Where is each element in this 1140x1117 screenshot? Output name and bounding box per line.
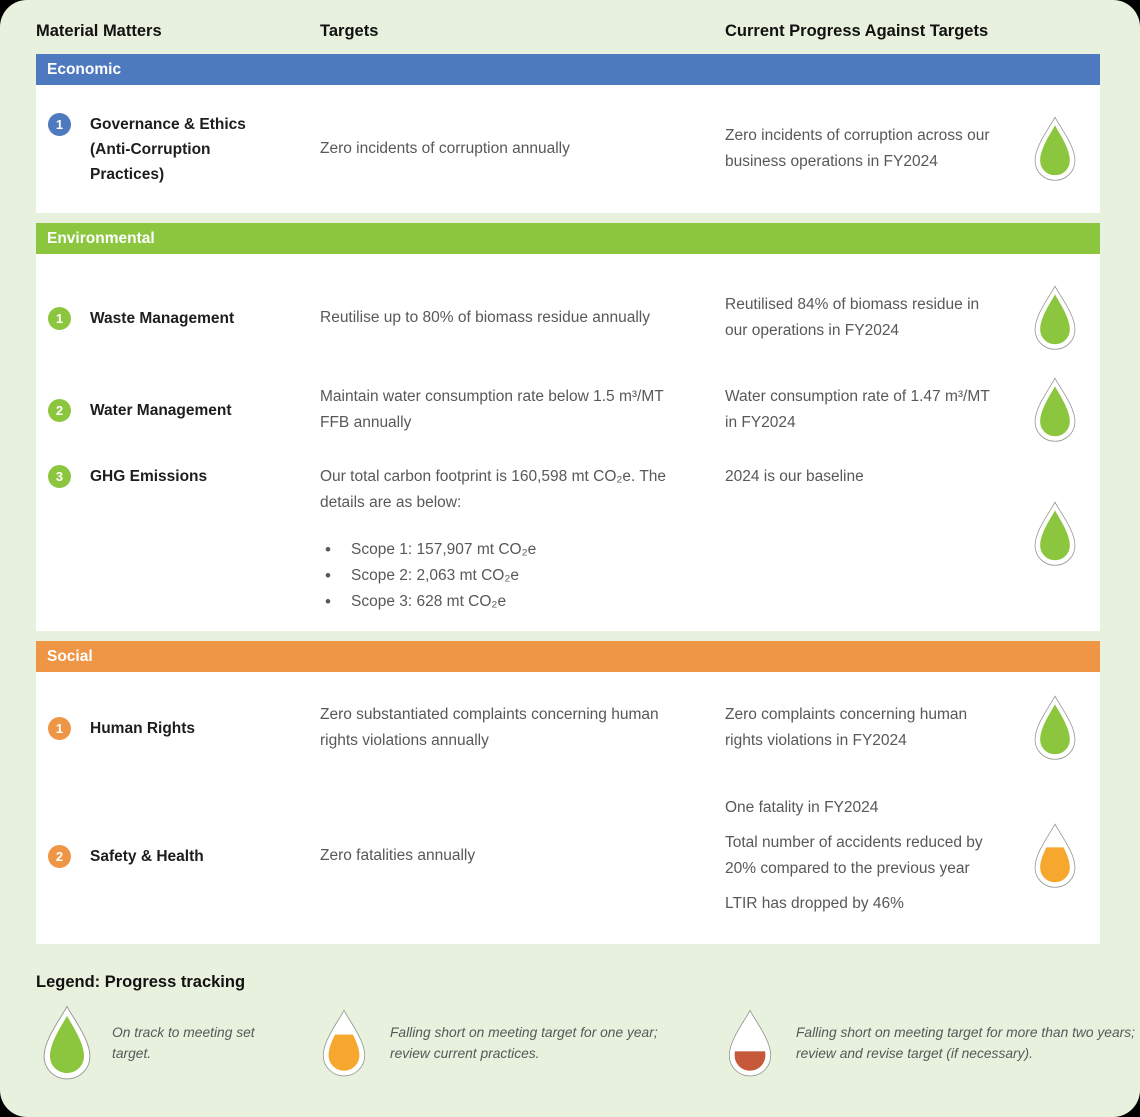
status-cell [1010, 376, 1100, 444]
progress-cell [725, 123, 1010, 175]
material-matter-title: Governance & Ethics (Anti-Corruption Practices) [90, 115, 246, 183]
material-matter-title: Safety & Health [90, 847, 204, 865]
progress-table [36, 54, 1100, 944]
progress-cell [725, 795, 1010, 917]
section-environmental-body [36, 254, 1100, 631]
progress-text: 2024 is our baseline [725, 468, 864, 485]
row-number-badge: 1 [48, 113, 71, 136]
list-item: • Scope 2: 2,063 mt CO₂e [320, 563, 697, 589]
list-item: • Scope 3: 628 mt CO₂e [320, 589, 697, 615]
material-matter-title: Waste Management [90, 309, 235, 327]
legend-title: Legend: Progress tracking [36, 973, 246, 991]
target-cell: Zero fatalities annually [320, 847, 476, 864]
droplet-red-partial-icon [722, 1008, 778, 1079]
row-number-badge: 2 [48, 845, 71, 868]
status-cell [1010, 284, 1100, 352]
progress-text: Total number of accidents reduced by 20% compared to the previous year [725, 834, 983, 877]
legend-item-text: Falling short on meeting target for more than two years; review and revise target (if necessary). [796, 1025, 1135, 1061]
row-number-badge: 2 [48, 399, 71, 422]
table-row [36, 454, 1100, 631]
legend [36, 970, 1135, 1082]
material-matter-title: Human Rights [90, 719, 196, 737]
row-number-badge: 1 [48, 717, 71, 740]
progress-cell [725, 464, 1010, 490]
legend-item-text: Falling short on meeting target for one year; review current practices. [390, 1025, 658, 1061]
table-header-row [36, 0, 1100, 54]
target-cell: Zero incidents of corruption annually [320, 140, 570, 157]
table-row [36, 680, 1100, 776]
table-row [36, 85, 1100, 213]
header-material-matters: Material Matters [36, 22, 162, 40]
progress-text: Reutilised 84% of biomass residue in our operations in FY2024 [725, 296, 980, 339]
droplet-green-full-icon [1028, 376, 1082, 444]
legend-item-text: On track to meeting set target. [112, 1025, 255, 1061]
row-number-badge: 3 [48, 465, 71, 488]
row-number-badge: 1 [48, 307, 71, 330]
droplet-green-full-icon [1028, 115, 1082, 183]
progress-text: Zero incidents of corruption across our business operations in FY2024 [725, 127, 990, 170]
target-cell: Zero substantiated complaints concerning human rights violations annually [320, 706, 659, 749]
target-cell: Maintain water consumption rate below 1.5 m³/MT FFB annually [320, 388, 664, 431]
section-economic-body [36, 85, 1100, 213]
table-row [36, 270, 1100, 366]
droplet-green-full-icon [1028, 284, 1082, 352]
material-matter-title: Water Management [90, 401, 232, 419]
droplet-green-full-icon [1028, 694, 1082, 762]
target-cell [320, 464, 725, 615]
section-band-environmental: Environmental [36, 223, 1100, 254]
progress-cell [725, 384, 1010, 436]
progress-text: One fatality in FY2024 [725, 799, 879, 816]
list-item: • Scope 1: 157,907 mt CO₂e [320, 537, 697, 563]
progress-text: Water consumption rate of 1.47 m³/MT in FY2024 [725, 388, 990, 431]
status-cell [1010, 500, 1100, 568]
target-cell: Reutilise up to 80% of biomass residue annually [320, 309, 650, 326]
status-cell [1010, 822, 1100, 890]
status-cell [1010, 115, 1100, 183]
legend-item [36, 1004, 262, 1082]
header-current-progress: Current Progress Against Targets [725, 22, 989, 40]
table-row [36, 366, 1100, 454]
progress-cell [725, 292, 1010, 344]
legend-item [722, 1008, 1140, 1079]
section-band-social: Social [36, 641, 1100, 672]
header-targets: Targets [320, 22, 379, 40]
droplet-orange-partial-icon [1028, 822, 1082, 890]
material-matter-title: GHG Emissions [90, 468, 208, 485]
section-social-body [36, 672, 1100, 944]
target-text: Our total carbon footprint is 160,598 mt CO₂e. The details are as below: [320, 468, 667, 511]
progress-text: LTIR has dropped by 46% [725, 895, 904, 912]
progress-cell [725, 702, 1010, 754]
table-row [36, 776, 1100, 936]
legend-item [316, 1008, 690, 1079]
section-band-economic: Economic [36, 54, 1100, 85]
status-cell [1010, 694, 1100, 762]
ghg-scope-list [320, 537, 697, 615]
progress-text: Zero complaints concerning human rights violations in FY2024 [725, 706, 968, 749]
droplet-orange-partial-icon [316, 1008, 372, 1079]
droplet-green-full-icon [1028, 500, 1082, 568]
droplet-green-full-icon [36, 1004, 98, 1082]
